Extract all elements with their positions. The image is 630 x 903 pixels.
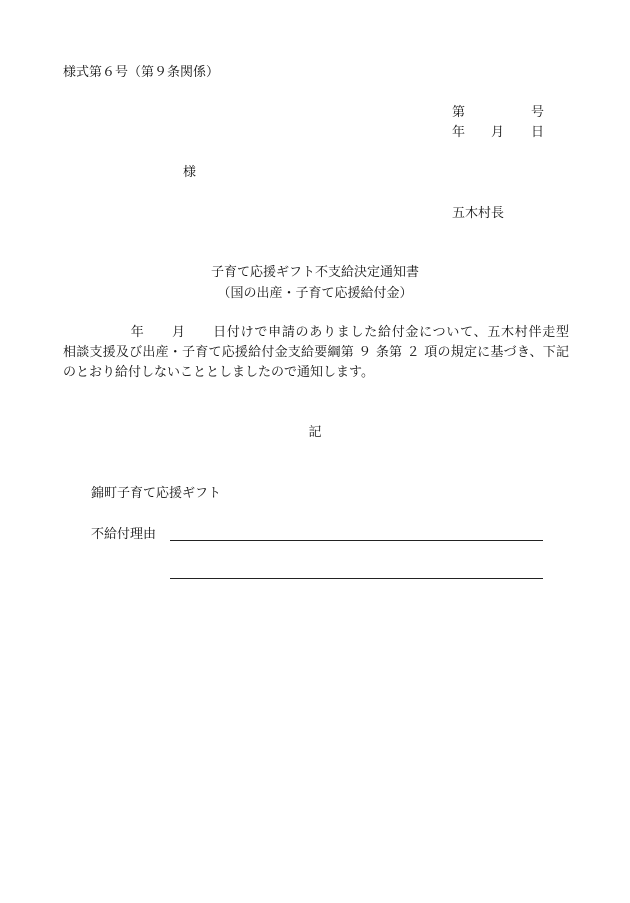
issuer-name: 五木村長 (452, 206, 505, 221)
document-title: 子育て応援ギフト不支給決定通知書 (210, 265, 419, 280)
notice-body-line-2: 相談支援及び出産・子育て応援給付金支給要綱第 ９ 条第 ２ 項の規定に基づき、下記 (63, 345, 569, 360)
document-number-suffix: 号 (531, 105, 545, 120)
reason-label: 不給付理由 (91, 527, 157, 542)
addressee-honorific: 様 (183, 165, 197, 180)
reason-line-2 (170, 578, 543, 579)
form-number: 様式第６号（第９条関係） (63, 65, 220, 80)
date-month-label: 月 (491, 125, 505, 140)
document-subtitle: （国の出産・子育て応援給付金） (217, 286, 413, 301)
reason-line-1 (170, 540, 543, 541)
notes-heading: 記 (308, 425, 322, 440)
gift-name: 錦町子育て応援ギフト (91, 486, 222, 501)
notice-body-line-3: のとおり給付しないこととしましたので通知します。 (63, 365, 374, 380)
notice-body-line-1-text: 年 月 日付けで申請のありました給付金について、五木村伴走型 (130, 325, 569, 340)
date-day-label: 日 (531, 125, 545, 140)
date-year-label: 年 (452, 125, 466, 140)
document-number-label: 第 (452, 105, 466, 120)
notice-body (63, 323, 569, 383)
notice-body-line-1 (63, 323, 569, 343)
